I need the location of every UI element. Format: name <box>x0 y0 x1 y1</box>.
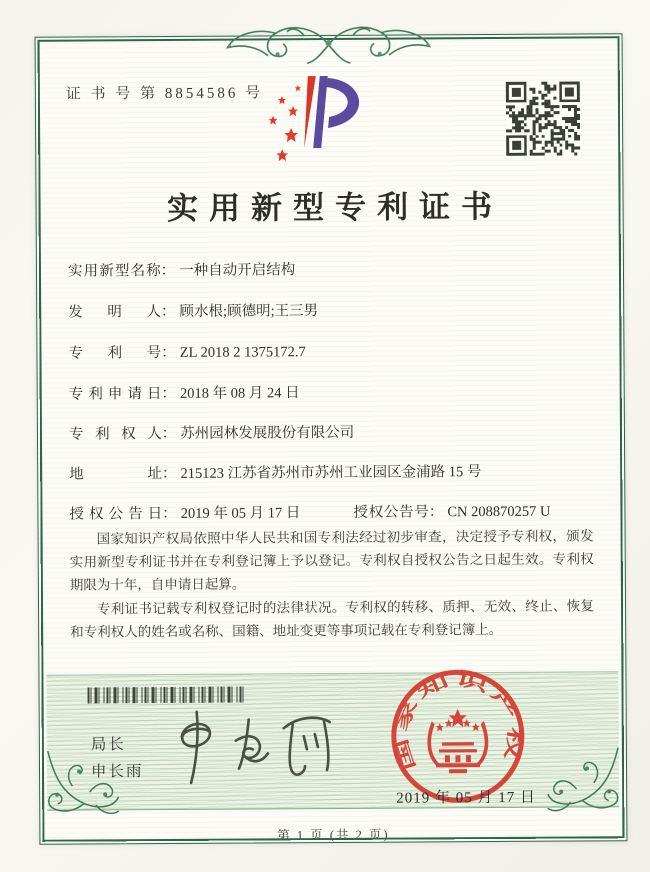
field-colon: ： <box>162 505 177 523</box>
field-colon: ： <box>161 465 177 483</box>
field-row-filing-date <box>69 381 300 403</box>
director-name: 申长雨 <box>90 762 144 780</box>
logo-stars <box>268 85 301 161</box>
page-number: 第 1 页 (共 2 页) <box>277 827 390 843</box>
field-label: 实用新型名称 <box>67 263 161 280</box>
field-label: 地址 <box>69 466 163 483</box>
field-row-address <box>69 460 481 484</box>
field-grant-number <box>353 500 550 522</box>
seal-text: 国家知识产权局 <box>390 667 526 774</box>
seal-emblem <box>427 709 488 774</box>
field-value: 顾水根;顾德明;王三男 <box>179 303 319 320</box>
field-value: 215123 江苏省苏州市苏州工业园区金浦路 15 号 <box>180 464 482 482</box>
top-crest-ornament <box>203 20 453 70</box>
field-label: 专利号 <box>68 345 162 362</box>
legal-paragraph-1: 国家知识产权局依照中华人民共和国专利法经过初步审查，决定授予专利权，颁发实用新型专利证书并在专利登记簿上予以登记。专利权自授权公告之日起生效。专利权期限为十年，自申请日起算。 <box>69 528 594 594</box>
field-label: 授权公告号 <box>353 504 429 521</box>
director-block <box>91 737 144 790</box>
field-colon: ： <box>428 504 444 521</box>
field-value: ZL 2018 2 1375172.7 <box>179 344 306 361</box>
seal-date: 2019 年 05 月 17 日 <box>396 789 537 807</box>
qr-code <box>506 81 580 155</box>
barcode <box>88 687 246 704</box>
field-colon: ： <box>161 385 177 403</box>
certificate-title: 实用新型专利证书 <box>166 188 504 226</box>
field-colon: ： <box>160 262 176 280</box>
field-value: 一种自动开启结构 <box>179 262 296 279</box>
field-value: 2018 年 08 月 24 日 <box>179 385 300 402</box>
field-row-grant-date <box>69 501 551 523</box>
legal-paragraph-2: 专利证书记载专利权登记时的法律状况。专利权的转移、质押、无效、终止、恢复和专利权人的姓名或名称、国籍、地址变更等事项记载在专利登记簿上。 <box>70 598 595 640</box>
director-signature <box>152 704 373 797</box>
field-label: 授权公告日 <box>69 506 163 523</box>
field-colon: ： <box>161 344 176 362</box>
field-row-inventors <box>68 299 318 322</box>
director-title: 局长 <box>90 736 126 754</box>
certificate-number: 证 书 号 第 8854586 号 <box>65 85 264 103</box>
field-colon: ： <box>161 425 177 443</box>
field-colon: ： <box>160 303 176 321</box>
cnipa-logo <box>236 72 407 175</box>
certificate-frame <box>35 33 628 845</box>
logo-purple-p <box>313 76 360 148</box>
field-row-patent-number <box>68 340 305 362</box>
field-label: 专利权人 <box>68 426 162 443</box>
field-row-title-of-model <box>68 258 295 280</box>
field-value: 苏州园林发展股份有限公司 <box>180 424 355 442</box>
field-value: CN 208870257 U <box>447 503 551 521</box>
field-label: 专利申请日 <box>68 386 162 403</box>
field-label: 发明人 <box>68 304 162 321</box>
legal-text <box>70 524 595 643</box>
field-value: 2019 年 05 月 17 日 <box>180 505 301 522</box>
field-row-patentee <box>69 421 354 444</box>
